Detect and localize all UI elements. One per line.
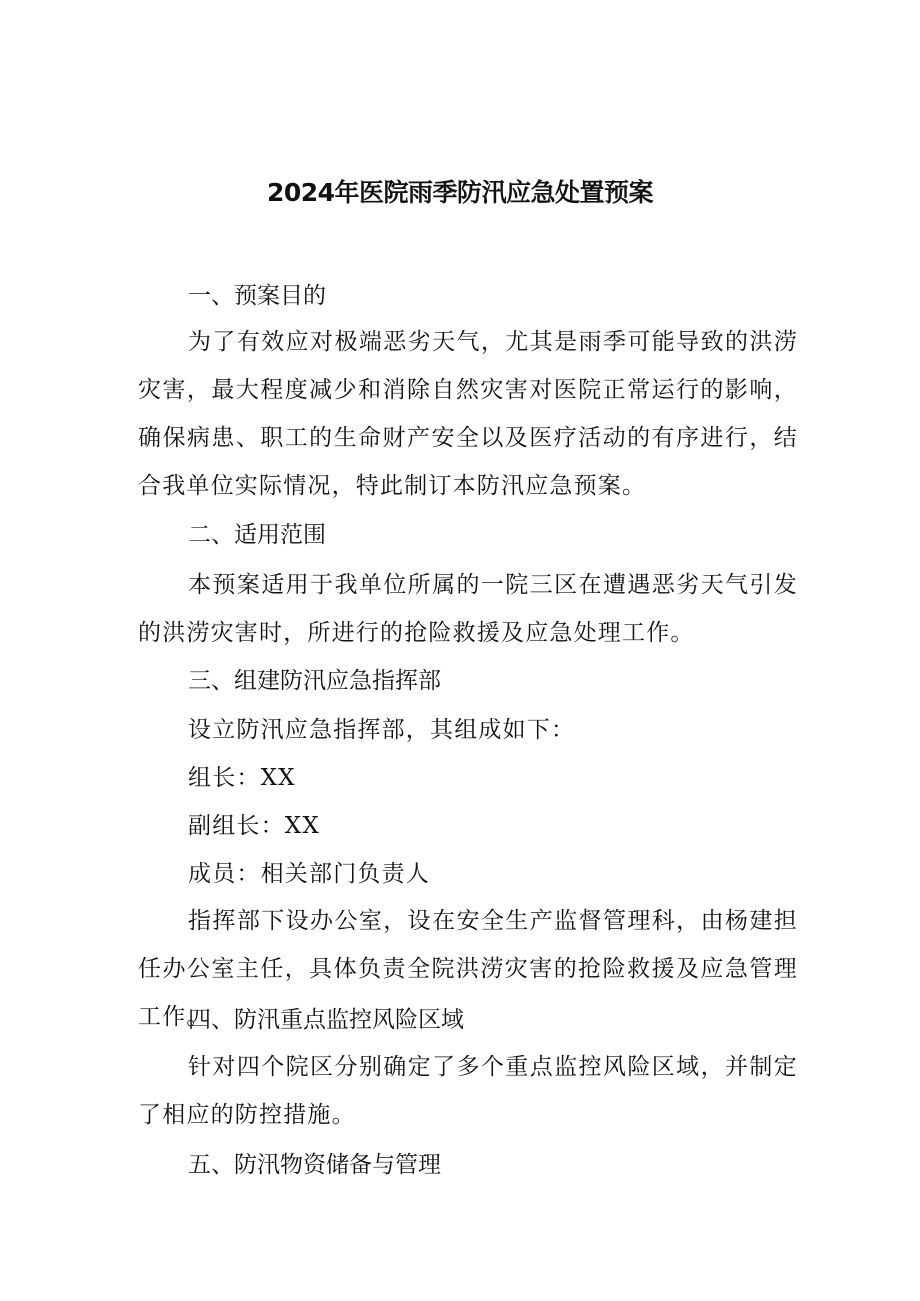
command-members-line: 成员：相关部门负责人 — [188, 861, 430, 887]
section-heading-supplies: 五、防汛物资储备与管理 — [188, 1152, 441, 1178]
document-title: 2024年医院雨季防汛应急处置预案 — [266, 178, 654, 207]
section-paragraph-purpose: 为了有效应对极端恶劣天气，尤其是雨季可能导致的洪涝灾害，最大程度减少和消除自然灾害对医院正常运行的影响，确保病患、职工的生命财产安全以及医疗活动的有序进行，结合我单位实际情况，特此制订本防汛应急预案。 — [138, 329, 798, 499]
section-paragraph-risk-areas: 针对四个院区分别确定了多个重点监控风险区域，并制定了相应的防控措施。 — [138, 1054, 798, 1128]
section-heading-scope: 二、适用范围 — [188, 522, 326, 548]
command-intro-line: 设立防汛应急指挥部，其组成如下： — [188, 717, 576, 743]
section-paragraph-command: 指挥部下设办公室，设在安全生产监督管理科，由杨建担任办公室主任，具体负责全院洪涝灾害的抢险救援及应急管理工作。 — [138, 908, 798, 1030]
section-heading-risk-areas: 四、防汛重点监控风险区域 — [188, 1007, 464, 1033]
command-leader-line: 组长：XX — [188, 765, 296, 791]
section-heading-command: 三、组建防汛应急指挥部 — [188, 668, 441, 694]
command-deputy-line: 副组长：XX — [188, 813, 320, 839]
section-paragraph-scope: 本预案适用于我单位所属的一院三区在遭遇恶劣天气引发的洪涝灾害时，所进行的抢险救援及应急处理工作。 — [138, 572, 798, 646]
section-heading-purpose: 一、预案目的 — [188, 283, 326, 309]
